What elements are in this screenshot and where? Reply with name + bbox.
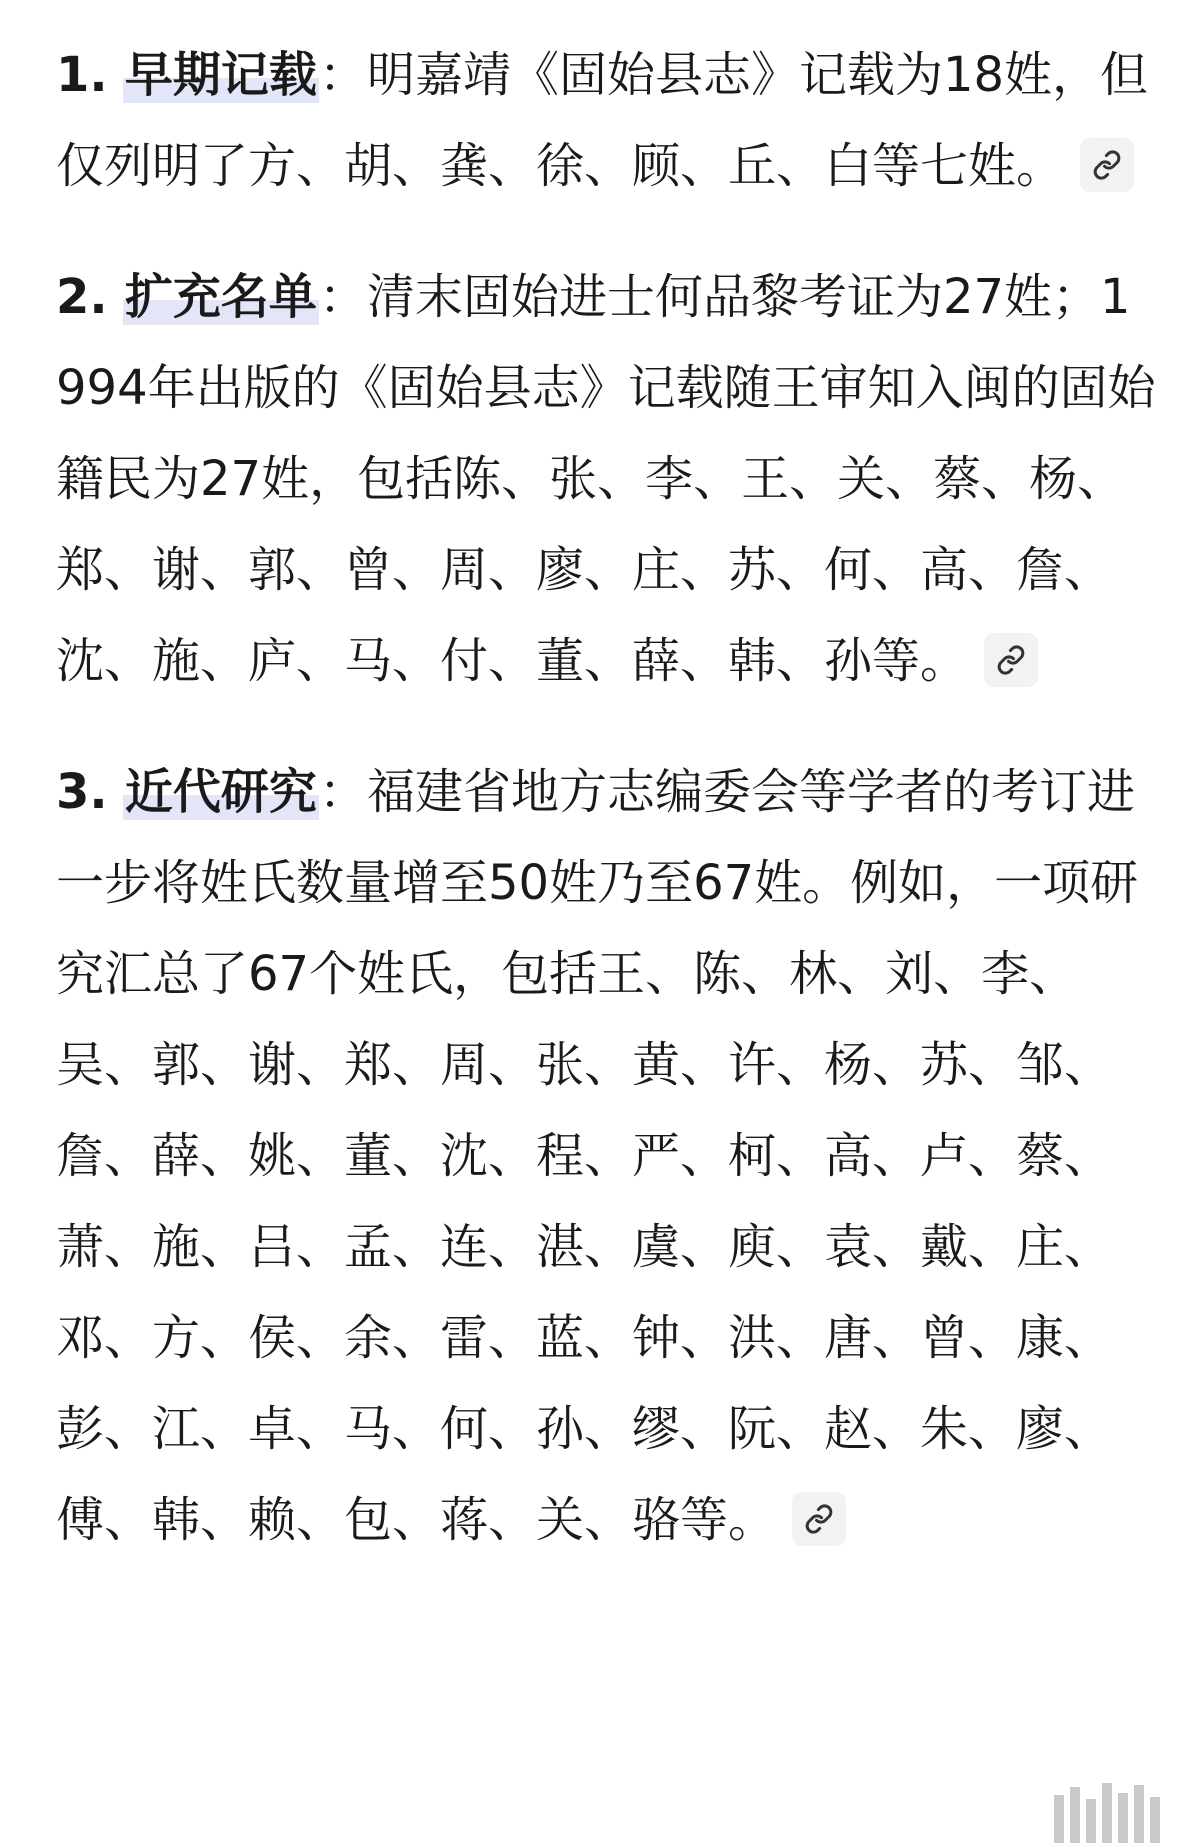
- item-heading: 近代研究: [124, 764, 317, 820]
- item-colon: ：: [318, 47, 367, 103]
- list-item: [56, 747, 1156, 1566]
- source-link-button[interactable]: [984, 633, 1038, 687]
- item-colon: ：: [318, 269, 367, 325]
- source-link-button[interactable]: [1080, 138, 1134, 192]
- source-link-button[interactable]: [792, 1492, 846, 1546]
- item-heading: 扩充名单: [124, 269, 317, 325]
- item-body: 清末固始进士何品黎考证为27姓；1994年出版的《固始县志》记载随王审知入闽的固始籍民为27姓，包括陈、张、李、王、关、蔡、杨、郑、谢、郭、曾、周、廖、庄、苏、何、高、詹、沈、施、庐、马、付、董、薛、韩、孙等。: [56, 269, 1156, 689]
- list-item: [56, 30, 1156, 212]
- link-icon: [804, 1504, 834, 1534]
- list-item: [56, 252, 1156, 707]
- link-icon: [996, 645, 1026, 675]
- item-body: 明嘉靖《固始县志》记载为18姓，但仅列明了方、胡、龚、徐、顾、丘、白等七姓。: [56, 47, 1149, 194]
- item-number: 1.: [56, 47, 108, 103]
- item-number: 3.: [56, 764, 108, 820]
- item-colon: ：: [318, 764, 367, 820]
- link-icon: [1092, 150, 1122, 180]
- item-number: 2.: [56, 269, 108, 325]
- item-body: 福建省地方志编委会等学者的考订进一步将姓氏数量增至50姓乃至67姓。例如，一项研究汇总了67个姓氏，包括王、陈、林、刘、李、吴、郭、谢、郑、周、张、黄、许、杨、苏、邹、詹、薛、姚、董、沈、程、严、柯、高、卢、蔡、萧、施、吕、孟、连、湛、虞、庾、袁、戴、庄、邓、方、侯、余、雷、蓝、钟、洪、唐、曾、康、彭、江、卓、马、何、孙、缪、阮、赵、朱、廖、傅、韩、赖、包、蒋、关、骆等。: [56, 764, 1139, 1548]
- answer-content: [56, 30, 1156, 1606]
- item-heading: 早期记载: [124, 47, 317, 103]
- watermark-logo-icon: [1054, 1773, 1174, 1843]
